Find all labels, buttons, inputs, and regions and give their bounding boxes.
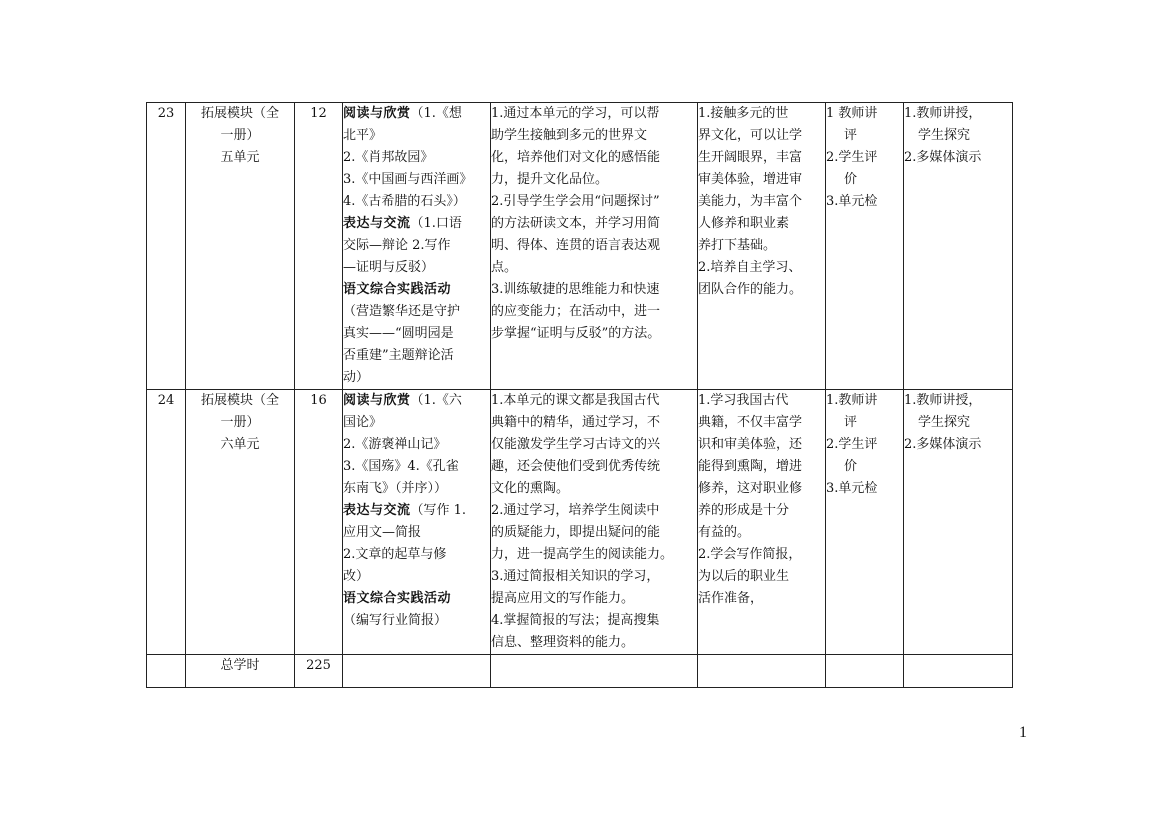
item-text-continued: 评 [844, 415, 858, 430]
table-row [147, 103, 1013, 390]
cell-line: 3.训练敏捷的思维能力和快速 [491, 282, 660, 297]
hours-cell: 12 [295, 103, 343, 390]
cell-line: 2.学会写作简报， [698, 547, 802, 562]
item-text: 1.教师讲授， [904, 393, 982, 408]
cell-line: 活作准备， [698, 591, 764, 606]
module-cell [186, 390, 295, 655]
content-line [343, 301, 490, 323]
cell-line: 力，提升文化品位。 [491, 172, 609, 187]
content-line [343, 213, 490, 235]
cell-line: 信息、整理资料的能力。 [491, 635, 635, 650]
method-item [904, 390, 1012, 434]
content-text: 国论》 [343, 415, 383, 430]
cell-line: 文化的熏陶。 [491, 481, 570, 496]
content-text: 应用文—简报 [343, 525, 422, 540]
section-heading: 表达与交流 [343, 216, 411, 231]
content-line [343, 169, 490, 191]
item-text: 2.多媒体演示 [904, 437, 982, 452]
item-text: 1 教师讲 [826, 106, 878, 121]
empty-cell [343, 655, 491, 688]
cell-line: 六单元 [220, 437, 260, 452]
cell-line: 一册） [220, 128, 260, 143]
content-text: （1.《六 [410, 393, 462, 408]
content-text: —证明与反驳） [343, 260, 435, 275]
content-text: （写作 1. [410, 503, 467, 518]
cell-line: 五单元 [220, 150, 260, 165]
section-heading: 阅读与欣赏 [343, 106, 411, 121]
cell-line: 1.通过本单元的学习，可以帮 [491, 106, 660, 121]
module-cell [186, 103, 295, 390]
content-line [343, 367, 490, 389]
content-line [343, 147, 490, 169]
empty-cell [904, 655, 1013, 688]
objectives-cell [491, 390, 698, 655]
cell-line: 点。 [491, 260, 518, 275]
literacy-cell [698, 103, 826, 390]
cell-line: 有益的。 [698, 525, 751, 540]
cell-line: 典籍中的精华，通过学习，不 [491, 415, 661, 430]
empty-cell [826, 655, 904, 688]
item-text: 2.多媒体演示 [904, 150, 982, 165]
content-line [343, 434, 490, 456]
content-text: 4.《古希腊的石头》） [343, 194, 466, 209]
cell-line: 界文化，可以让学 [698, 128, 803, 143]
content-line [343, 125, 490, 147]
table-body [147, 103, 1013, 688]
cell-line: 人修养和职业素 [698, 216, 790, 231]
cell-line: 团队合作的能力。 [698, 282, 803, 297]
content-text: （1.口语 [410, 216, 462, 231]
cell-line: 2.培养自主学习、 [698, 260, 802, 275]
evaluation-cell [826, 103, 904, 390]
item-text: 3.单元检 [826, 194, 878, 209]
content-cell [343, 390, 491, 655]
teaching-method-cell [904, 103, 1013, 390]
cell-line: 助学生接触到多元的世界文 [491, 128, 648, 143]
empty-cell [491, 655, 698, 688]
cell-line: 拓展模块（全 [200, 393, 279, 408]
objectives-cell [491, 103, 698, 390]
cell-line: 养的形成是十分 [698, 503, 790, 518]
method-item [904, 147, 1012, 169]
item-text: 2.学生评 [826, 150, 878, 165]
section-heading: 表达与交流 [343, 503, 411, 518]
lesson-number-cell: 24 [147, 390, 186, 655]
cell-line: 拓展模块（全 [200, 106, 279, 121]
content-line [343, 478, 490, 500]
total-hours-label: 总学时 [186, 655, 295, 688]
cell-line: 的质疑能力，即提出疑问的能 [491, 525, 661, 540]
evaluation-item [826, 191, 903, 213]
cell-line: 1.接触多元的世 [698, 106, 789, 121]
content-text: 北平》 [343, 128, 383, 143]
evaluation-cell [826, 390, 904, 655]
evaluation-item [826, 478, 903, 500]
cell-line: 的方法研读文本，并学习用简 [491, 216, 661, 231]
hours-cell: 16 [295, 390, 343, 655]
item-text: 1.教师讲授， [904, 106, 982, 121]
item-text-continued: 价 [844, 172, 858, 187]
cell-line: 力，进一提高学生的阅读能力。 [491, 547, 674, 562]
syllabus-table [146, 102, 1013, 688]
cell-line: 养打下基础。 [698, 238, 777, 253]
content-line [343, 456, 490, 478]
cell-line: 典籍，不仅丰富学 [698, 415, 803, 430]
cell-line: 为以后的职业生 [698, 569, 790, 584]
content-line [343, 544, 490, 566]
item-text-continued: 价 [844, 459, 858, 474]
section-heading: 语文综合实践活动 [343, 591, 452, 606]
content-line [343, 500, 490, 522]
cell-line: 一册） [220, 415, 260, 430]
item-text-continued: 学生探究 [918, 415, 971, 430]
cell-line: 明、得体、连贯的语言表达观 [491, 238, 661, 253]
evaluation-item [826, 390, 903, 434]
cell-line: 步掌握“证明与反驳”的方法。 [491, 326, 661, 341]
content-line [343, 390, 490, 412]
section-heading: 语文综合实践活动 [343, 282, 452, 297]
content-text: 改） [343, 569, 370, 584]
cell-line: 提高应用文的写作能力。 [491, 591, 635, 606]
content-line [343, 345, 490, 367]
cell-line: 1.本单元的课文都是我国古代 [491, 393, 660, 408]
item-text: 3.单元检 [826, 481, 878, 496]
method-item [904, 103, 1012, 147]
empty-cell [698, 655, 826, 688]
item-text-continued: 学生探究 [918, 128, 971, 143]
evaluation-item [826, 147, 903, 191]
item-text: 2.学生评 [826, 437, 878, 452]
content-text: 东南飞》（并序）） [343, 481, 448, 496]
content-line [343, 610, 490, 632]
cell-line: 1.学习我国古代 [698, 393, 789, 408]
cell-line: 2.引导学生学会用“问题探讨” [491, 194, 660, 209]
content-text: （编写行业简报） [343, 613, 448, 628]
content-text: 否重建”主题辩论活 [343, 348, 454, 363]
content-text: （1.《想 [410, 106, 462, 121]
teaching-method-cell [904, 390, 1013, 655]
cell-line: 审美体验，增进审 [698, 172, 803, 187]
content-line [343, 412, 490, 434]
content-line [343, 522, 490, 544]
cell-line: 仅能激发学生学习古诗文的兴 [491, 437, 661, 452]
method-item [904, 434, 1012, 456]
cell-line: 识和审美体验，还 [698, 437, 803, 452]
content-text: 3.《国殇》4.《孔雀 [343, 459, 459, 474]
literacy-cell [698, 390, 826, 655]
item-text: 1.教师讲 [826, 393, 878, 408]
cell-line: 3.通过简报相关知识的学习， [491, 569, 660, 584]
content-text: （营造繁华还是守护 [343, 304, 461, 319]
content-text: 3.《中国画与西洋画》 [343, 172, 473, 187]
page-number: 1 [1019, 724, 1027, 741]
lesson-number-cell: 23 [147, 103, 186, 390]
cell-line: 化，培养他们对文化的感悟能 [491, 150, 661, 165]
content-line [343, 191, 490, 213]
content-text: 2.文章的起草与修 [343, 547, 447, 562]
content-text: 交际—辩论 2.写作 [343, 238, 451, 253]
cell-line: 美能力，为丰富个 [698, 194, 803, 209]
content-line [343, 588, 490, 610]
content-line [343, 279, 490, 301]
item-text-continued: 评 [844, 128, 858, 143]
cell-line: 生开阔眼界，丰富 [698, 150, 803, 165]
content-line [343, 103, 490, 125]
total-hours-value: 225 [295, 655, 343, 688]
content-line [343, 323, 490, 345]
cell-line: 的应变能力；在活动中，进一 [491, 304, 661, 319]
section-heading: 阅读与欣赏 [343, 393, 411, 408]
content-line [343, 566, 490, 588]
table-row [147, 390, 1013, 655]
content-text: 真实——“圆明园是 [343, 326, 454, 341]
content-text: 2.《游褒禅山记》 [343, 437, 447, 452]
cell-line: 2.通过学习，培养学生阅读中 [491, 503, 660, 518]
content-line [343, 257, 490, 279]
content-text: 2.《肖邦故园》 [343, 150, 434, 165]
total-row [147, 655, 1013, 688]
content-cell [343, 103, 491, 390]
evaluation-item [826, 434, 903, 478]
cell-line: 修养，这对职业修 [698, 481, 803, 496]
evaluation-item [826, 103, 903, 147]
cell-line: 能得到熏陶，增进 [698, 459, 803, 474]
content-text: 动） [343, 370, 370, 385]
cell-line: 4.掌握简报的写法；提高搜集 [491, 613, 660, 628]
content-line [343, 235, 490, 257]
cell-line: 趣，还会使他们受到优秀传统 [491, 459, 661, 474]
empty-cell [147, 655, 186, 688]
